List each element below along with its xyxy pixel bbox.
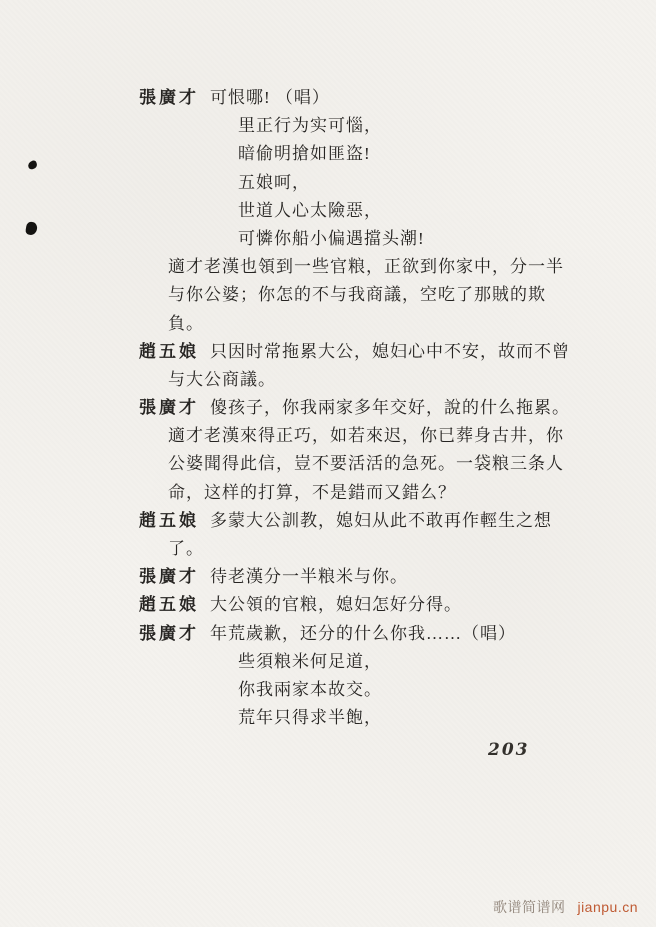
- script-line: [0, 84, 656, 112]
- script-line: [0, 197, 656, 225]
- script-line: [0, 591, 656, 619]
- line-text: 傻孩子，你我兩家多年交好，說的什么拖累。: [210, 398, 570, 418]
- speaker-name: 趙五娘: [139, 341, 199, 361]
- script-line: [0, 225, 656, 253]
- line-text: 適才老漢也領到一些官粮，正欲到你家中，分一半: [168, 257, 564, 277]
- watermark: [493, 897, 638, 917]
- script-line: [0, 620, 656, 648]
- script-line: [0, 310, 656, 338]
- watermark-domain: jianpu.cn: [577, 899, 638, 915]
- script-line: [0, 422, 656, 450]
- script-line: [0, 535, 656, 563]
- line-text: 待老漢分一半粮米与你。: [210, 567, 408, 587]
- script-line: [0, 338, 656, 366]
- line-text: 可憐你船小偏遇擋头潮!: [238, 228, 425, 248]
- script-line: [0, 479, 656, 507]
- line-text: 命，这样的打算，不是錯而又錯么？: [168, 482, 456, 502]
- line-text: 与大公商議。: [168, 369, 276, 389]
- script-line: [0, 450, 656, 478]
- speaker-name: 張廣才: [139, 623, 199, 643]
- line-text: 些須粮米何足道，: [238, 651, 382, 671]
- line-text: 了。: [168, 539, 204, 558]
- speaker-name: 張廣才: [139, 567, 199, 587]
- page-number: 203: [488, 740, 530, 760]
- speaker-name: 趙五娘: [139, 595, 199, 615]
- script-line: [0, 394, 656, 422]
- script-line: [0, 140, 656, 168]
- line-text: 多蒙大公訓教，媳妇从此不敢再作輕生之想: [210, 510, 552, 530]
- line-text: 大公領的官粮，媳妇怎好分得。: [210, 595, 462, 615]
- script-line: [0, 704, 656, 732]
- script-line: [0, 112, 656, 140]
- line-text: 負。: [168, 313, 204, 333]
- watermark-site-name: 歌谱简谱网: [492, 899, 566, 915]
- script-line: [0, 648, 656, 676]
- script-line: [0, 281, 656, 309]
- line-text: 与你公婆；你怎的不与我商議，空吃了那賊的欺: [168, 285, 546, 305]
- line-text: 年荒歲歉，还分的什么你我……（唱）: [210, 623, 516, 643]
- script-line: [0, 253, 656, 281]
- line-text: 適才老漢來得正巧，如若來迟，你已葬身古井，你: [168, 426, 564, 446]
- line-text: 只因时常拖累大公，媳妇心中不安，故而不曾: [210, 341, 570, 361]
- speaker-name: 張廣才: [139, 88, 199, 107]
- line-text: 可恨哪! （唱）: [210, 88, 330, 107]
- script-text-block: [0, 84, 656, 732]
- script-line: [0, 507, 656, 535]
- speaker-name: 趙五娘: [139, 510, 199, 530]
- script-line: [0, 676, 656, 704]
- line-text: 里正行为实可惱，: [238, 116, 382, 136]
- script-line: [0, 169, 656, 197]
- line-text: 五娘呵，: [238, 172, 310, 192]
- line-text: 你我兩家本故交。: [238, 679, 382, 699]
- script-line: [0, 563, 656, 591]
- line-text: 暗偷明搶如匪盗!: [238, 144, 371, 164]
- line-text: 世道人心太險惡，: [238, 200, 382, 220]
- speaker-name: 張廣才: [139, 398, 199, 418]
- script-line: [0, 366, 656, 394]
- line-text: 公婆聞得此信，豈不要活活的急死。一袋粮三条人: [168, 454, 564, 474]
- line-text: 荒年只得求半飽，: [238, 708, 382, 728]
